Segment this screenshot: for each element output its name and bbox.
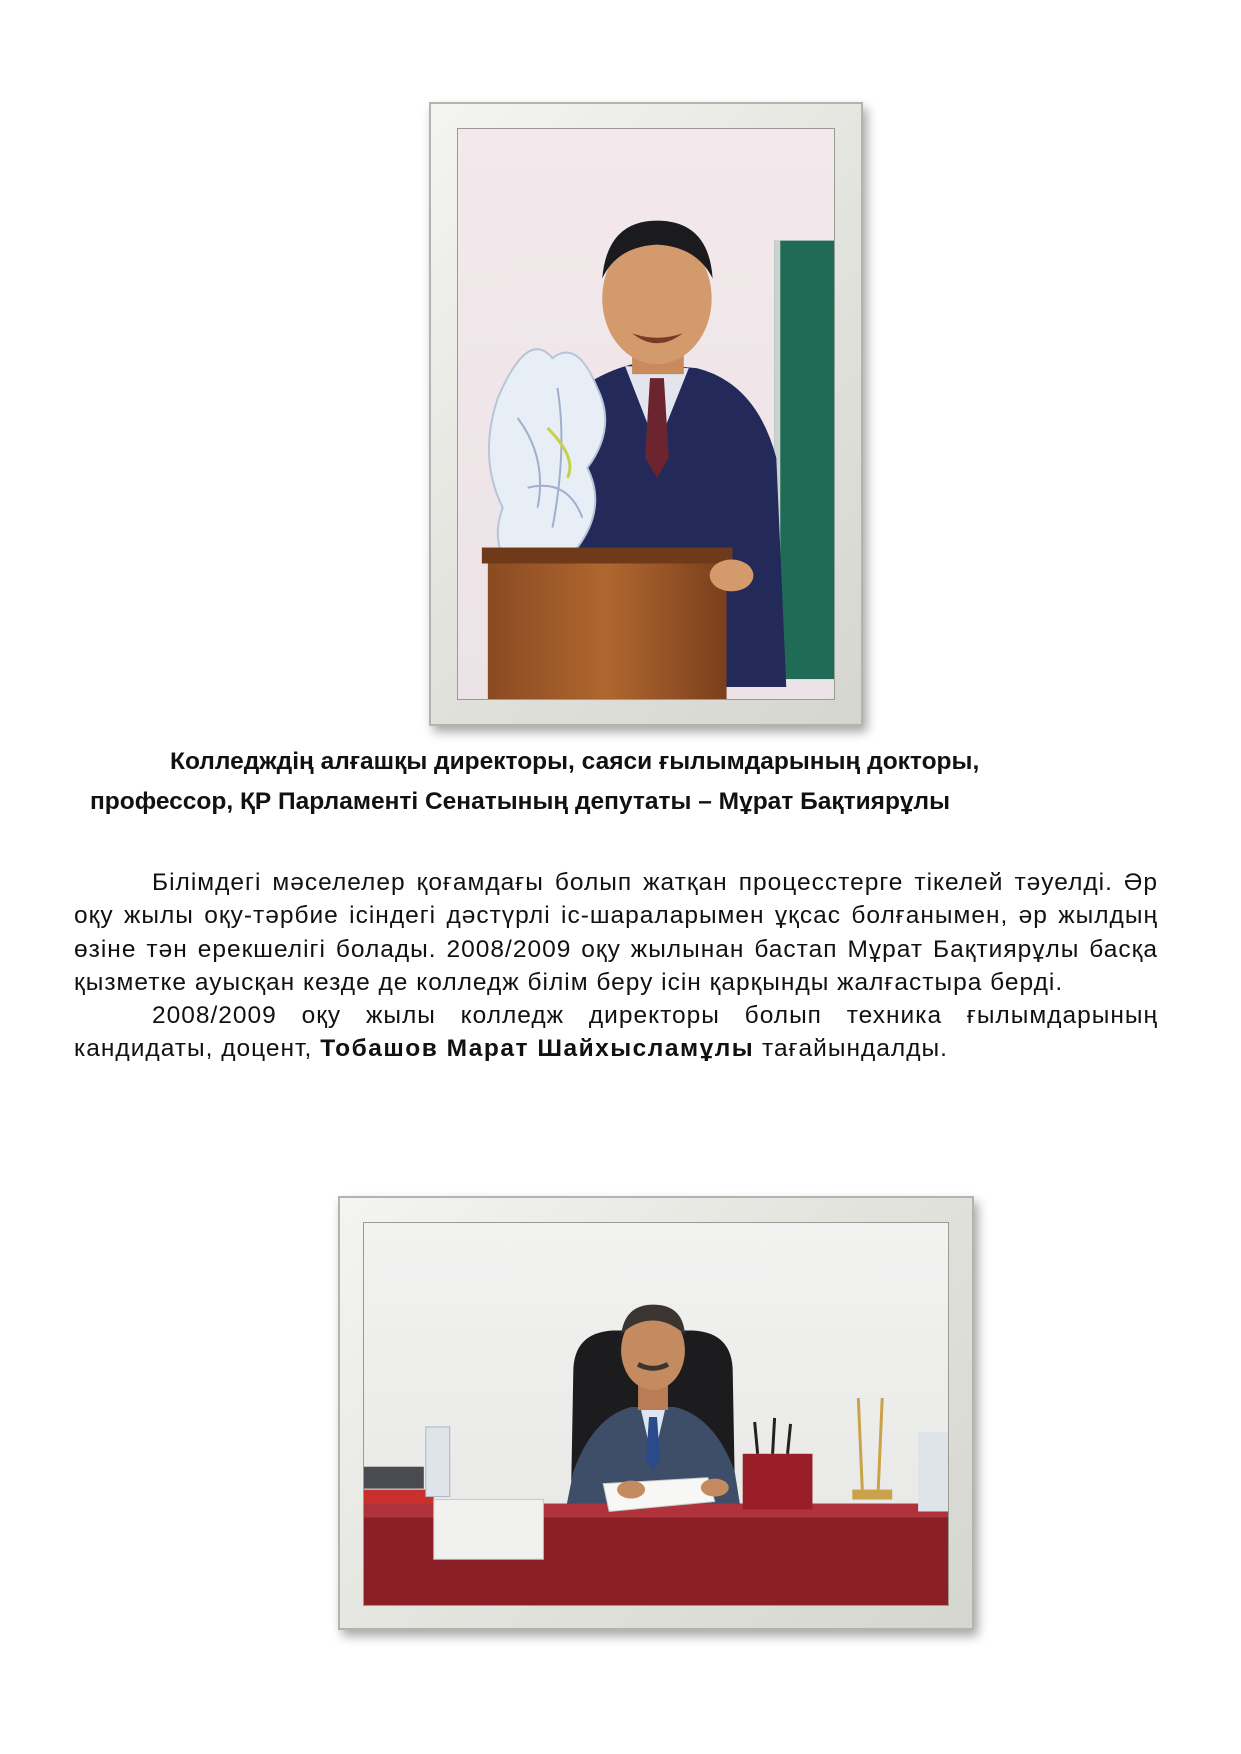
portrait-photo-murat-baktiyaruly (457, 128, 835, 700)
photo-frame-bottom (338, 1196, 974, 1630)
caption-line-1: Колледждің алғашқы директоры, саяси ғылымдарының докторы, (170, 748, 980, 775)
office-photo-marat-tobashov (363, 1222, 949, 1606)
paragraph-1: Білімдегі мәселелер қоғамдағы болып жатқан процесстерге тікелей тәуелді. Әр оқу жылы оқу-тәрбие ісіндегі дәстүрлі іс-шараларымен ұқсас болғанымен, әр жылдың өзіне тән ерекшелігі болады. 2008/2009 оқу жылынан бастап Мұрат Бақтиярұлы басқа қызметке ауысқан кезде де колледж білім беру ісін қарқынды жалғастыра берді. (74, 869, 1158, 996)
photo-caption (90, 742, 1150, 822)
body-text (74, 866, 1158, 1066)
paragraph-2-text-after: тағайындалды. (754, 1035, 948, 1063)
portrait-illustration (458, 129, 834, 699)
paragraph-2-text-before: 2008/2009 оқу жылы колледж директоры болып техника ғылымдарының кандидаты, доцент, (74, 1002, 1158, 1063)
director-name-bold: Тобашов Марат Шайхысламұлы (320, 1035, 755, 1063)
office-illustration (364, 1223, 948, 1605)
caption-line-2: профессор, ҚР Парламенті Сенатының депутаты – Мұрат Бақтиярұлы (90, 788, 951, 815)
photo-frame-top (429, 102, 863, 726)
paragraph-2 (74, 999, 1158, 1066)
